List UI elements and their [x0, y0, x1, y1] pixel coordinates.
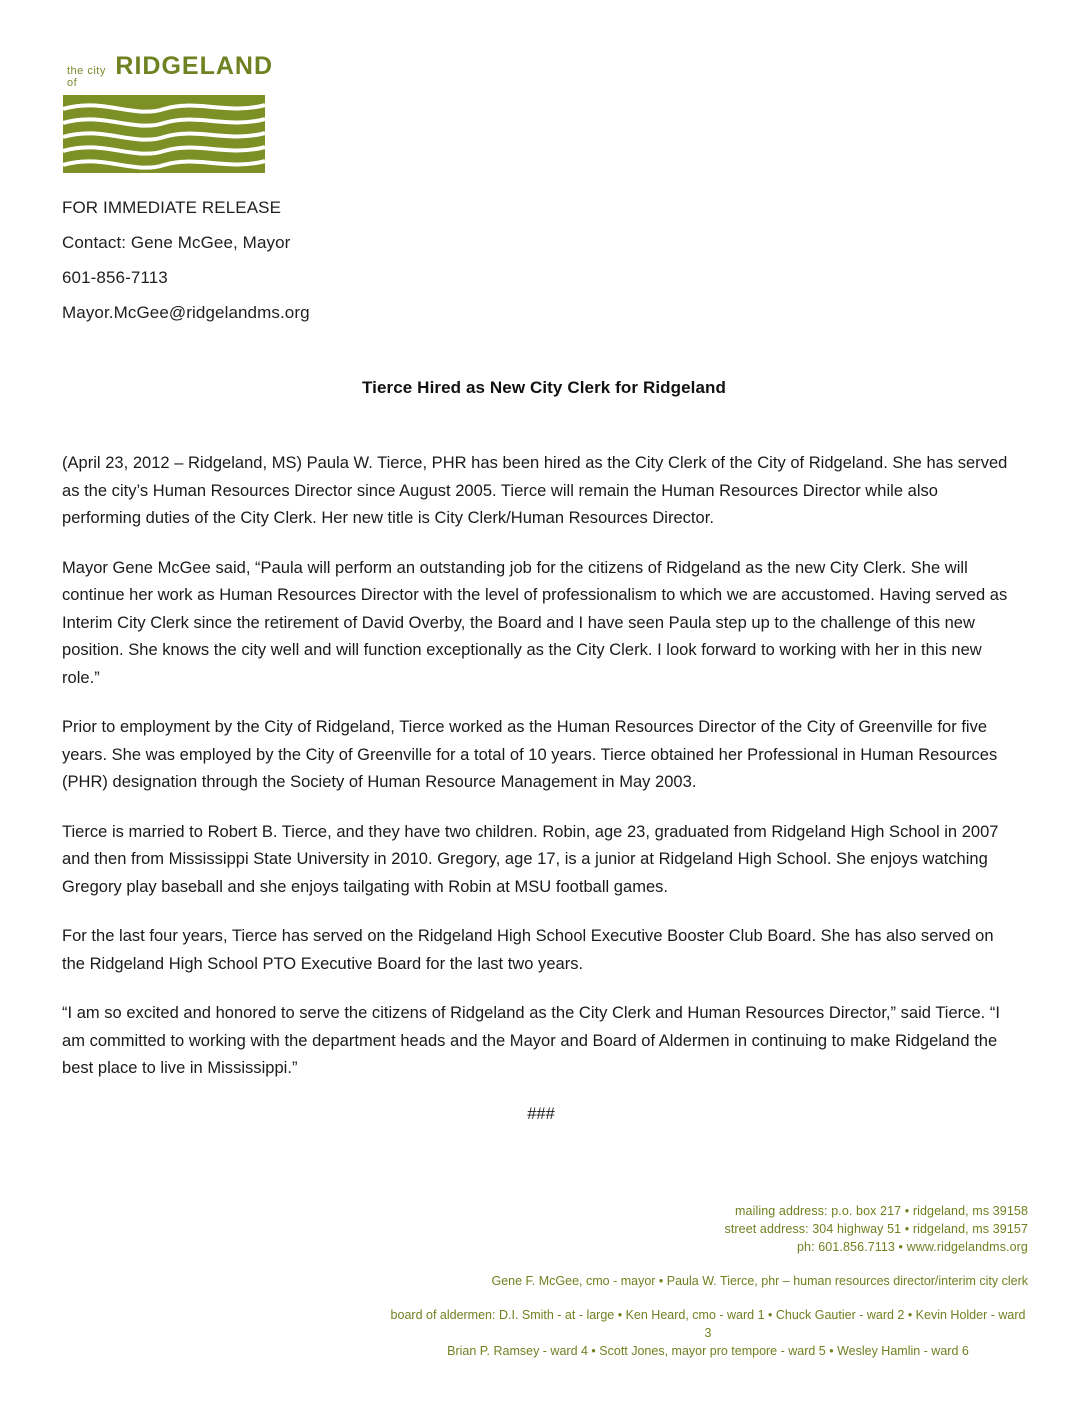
- contact-phone: 601-856-7113: [62, 268, 168, 287]
- footer-board-line-1: board of aldermen: D.I. Smith - at - large • Ken Heard, cmo - ward 1 • Chuck Gautier - ward 2 • Kevin Holder - ward 3: [390, 1308, 1026, 1340]
- page-title: Tierce Hired as New City Clerk for Ridgeland: [361, 378, 727, 397]
- footer-street-address: street address: 304 highway 51 • ridgeland, ms 39157: [724, 1222, 1028, 1236]
- paragraph-1: (April 23, 2012 – Ridgeland, MS) Paula W. Tierce, PHR has been hired as the City Clerk of the City of Ridgeland. She has served as the city’s Human Resources Director since August 2005. Tierce will remain the Human Resources Director while also performing duties of the City Clerk. Her new title is City Clerk/Human Resources Director.: [62, 454, 1008, 527]
- logo-tagline: the city of: [67, 65, 106, 89]
- paragraph-3: Prior to employment by the City of Ridgeland, Tierce worked as the Human Resources Director of the City of Greenville for five years. She was employed by the City of Greenville for a total of 10 years. Tierce obtained her Professional in Human Resources (PHR) designation through the Society of Human Resource Management in May 2003.: [62, 718, 998, 791]
- contact-name: Contact: Gene McGee, Mayor: [62, 233, 291, 252]
- page-footer: [268, 1202, 1028, 1360]
- logo-city-name: RIDGELAND: [115, 52, 273, 80]
- footer-board-line-2: Brian P. Ramsey - ward 4 • Scott Jones, mayor pro tempore - ward 5 • Wesley Hamlin - ward 6: [447, 1344, 969, 1358]
- end-mark: ###: [527, 1104, 555, 1123]
- contact-email: Mayor.McGee@ridgelandms.org: [62, 303, 310, 322]
- release-header: [62, 190, 662, 330]
- paragraph-5: For the last four years, Tierce has served on the Ridgeland High School Executive Booster Club Board. She has also served on the Ridgeland High School PTO Executive Board for the last two years.: [62, 927, 994, 973]
- footer-phone-web: ph: 601.856.7113 • www.ridgelandms.org: [796, 1240, 1028, 1254]
- body-copy: [62, 450, 1020, 1124]
- footer-officials: Gene F. McGee, cmo - mayor • Paula W. Tierce, phr – human resources director/interim city clerk: [491, 1274, 1028, 1288]
- paragraph-2: Mayor Gene McGee said, “Paula will perform an outstanding job for the citizens of Ridgeland as the new City Clerk. She will continue her work as Human Resources Director with the level of professionalism to which we are accustomed. Having served as Interim City Clerk since the retirement of David Overby, the Board and I have seen Paula step up to the challenge of this new position. She knows the city well and will function exceptionally as the City Clerk. I look forward to working with her in this new role.”: [62, 558, 1008, 687]
- for-immediate-release: FOR IMMEDIATE RELEASE: [62, 198, 282, 217]
- footer-mailing-address: mailing address: p.o. box 217 • ridgeland, ms 39158: [735, 1204, 1028, 1218]
- paragraph-6: “I am so excited and honored to serve the citizens of Ridgeland as the City Clerk and Human Resources Director,” said Tierce. “I am committed to working with the department heads and the Mayor and Board of Aldermen in continuing to make Ridgeland the best place to live in Mississippi.”: [62, 1004, 1000, 1077]
- city-logo: [63, 52, 273, 173]
- paragraph-4: Tierce is married to Robert B. Tierce, and they have two children. Robin, age 23, graduated from Ridgeland High School in 2007 and then from Mississippi State University in 2010. Gregory, age 17, is a junior at Ridgeland High School. She enjoys watching Gregory play baseball and she enjoys tailgating with Robin at MSU football games.: [62, 822, 999, 896]
- logo-wordmark: [63, 52, 273, 89]
- wave-lines-logo-icon: [63, 95, 265, 173]
